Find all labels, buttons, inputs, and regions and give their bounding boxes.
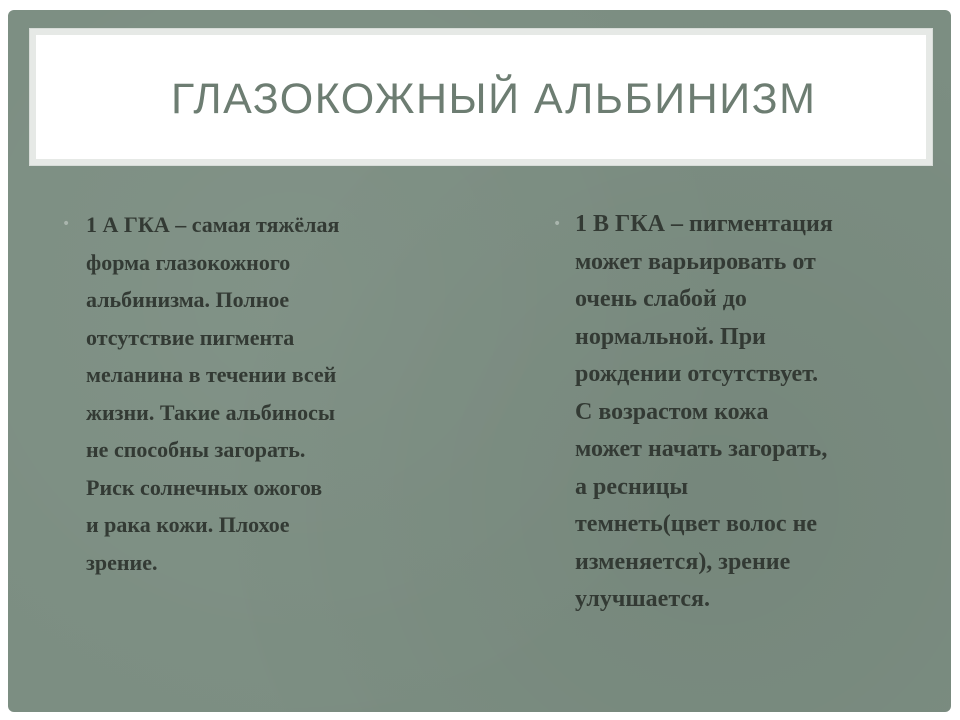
right-column: [553, 206, 933, 619]
left-column-text: 1 А ГКА – самая тяжёлая форма глазокожного альбинизма. Полное отсутствие пигмента меланина в течении всей жизни. Такие альбиносы не способны загорать. Риск солнечных ожогов и рака кожи. Плохое зрение.: [86, 212, 340, 575]
left-column: [62, 206, 432, 581]
bullet-icon: •: [62, 216, 71, 232]
bullet-icon: •: [553, 216, 562, 232]
slide-title: ГЛАЗОКОЖНЫЙ АЛЬБИНИЗМ: [171, 75, 817, 123]
right-column-text: 1 В ГКА – пигментация может варьировать от очень слабой до нормальной. При рождении отсутствует. С возрастом кожа может начать загорать, а ресницы темнеть(цвет волос не изменяется), зрение улучшается.: [575, 211, 833, 612]
slide: [8, 10, 951, 712]
title-box: [30, 29, 932, 165]
